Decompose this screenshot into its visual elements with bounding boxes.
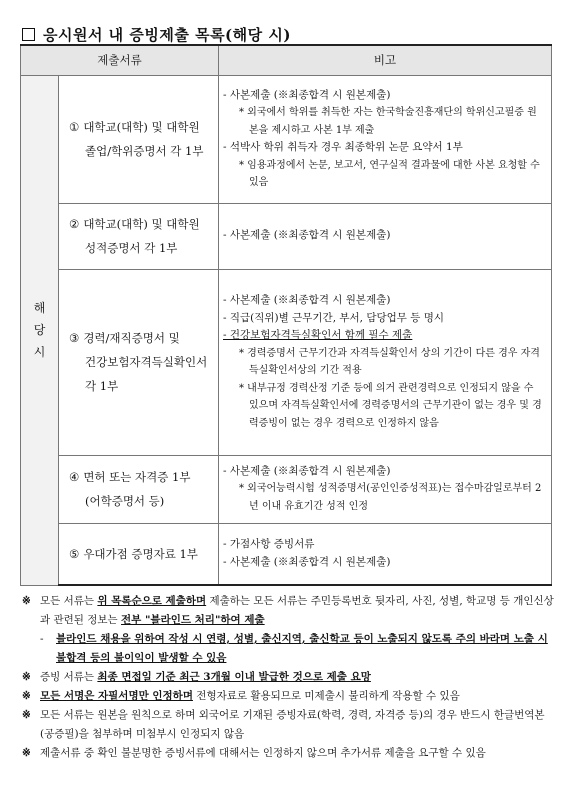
page-title — [22, 24, 291, 45]
table-row — [21, 455, 552, 523]
footer-note-2: ※ 증빙 서류는 최종 면접일 기준 최근 3개월 이내 발급한 것으로 제출 요망 — [22, 671, 371, 683]
note-line — [223, 380, 545, 433]
table-header-row — [21, 45, 552, 75]
doc-number: ① — [69, 120, 80, 134]
doc-text: 경력/재직증명서 및 — [83, 331, 180, 345]
note-text: * 외국어능력시험 성적증명서(공인인증성적표)는 접수마감일로부터 2년 이내 유효기간 성적 인정 — [239, 483, 542, 512]
note-cell — [219, 75, 552, 203]
note-line — [223, 463, 545, 481]
note-text: - 사본제출 (※최종합격 시 원본제출) — [223, 555, 391, 568]
table-row — [21, 75, 552, 203]
note-text: * 경력증명서 근무기간과 자격득실확인서 상의 기간이 다른 경우 자격득실확인서상의 기간 적용 — [239, 347, 540, 376]
note-text: - 사본제출 (※최종합격 시 원본제출) — [223, 294, 391, 306]
doc-text: 각 1부 — [85, 379, 119, 393]
footer-note-4: ※ 모든 서류는 원본을 원칙으로 하며 외국어로 기재된 증빙자료(학력, 경력, 자격증 등)의 경우 반드시 한글번역본(공증필)을 첨부하며 미첨부시 인정되지 않음 — [22, 709, 545, 740]
checkbox-square-icon — [22, 28, 35, 41]
footer-notes — [22, 592, 554, 763]
table-row — [21, 523, 552, 585]
doc-number: ⑤ — [69, 546, 80, 561]
note-text: - 가점사항 증빙서류 — [223, 538, 315, 551]
note-text: - 사본제출 (※최종합격 시 원본제출) — [223, 229, 391, 242]
document-list-table — [20, 44, 552, 586]
note-line — [223, 227, 545, 245]
note-line — [223, 104, 545, 139]
note-line — [223, 310, 545, 328]
doc-line — [69, 139, 218, 163]
doc-cell — [59, 75, 219, 203]
doc-text: 대학교(대학) 및 대학원 — [83, 217, 200, 231]
side-label — [21, 75, 59, 585]
note-line — [223, 157, 545, 192]
note-cell — [219, 523, 552, 585]
doc-cell — [59, 203, 219, 269]
doc-line — [69, 350, 218, 374]
doc-number: ④ — [69, 470, 80, 484]
note-line — [223, 345, 545, 380]
note-cell — [219, 203, 552, 269]
note-text: - 직급(직위)별 근무기간, 부서, 담당업무 등 명시 — [223, 311, 445, 324]
side-label-char: 당 — [33, 323, 46, 337]
doc-text: 대학교(대학) 및 대학원 — [83, 120, 200, 134]
doc-cell — [59, 523, 219, 585]
doc-text: 성적증명서 각 1부 — [85, 241, 178, 255]
note-line — [223, 536, 545, 554]
doc-line — [69, 326, 218, 350]
header-docs: 제출서류 — [21, 45, 219, 75]
note-line — [223, 139, 545, 157]
footer-note-3: ※ 모든 서명은 자필서명만 인정하며 전형자료로 활용되므로 미제출시 불리하게 작용할 수 있음 — [22, 690, 460, 702]
footer-note-1-sub: - 블라인드 채용을 위하여 작성 시 연령, 성별, 출신지역, 출신학교 등이 노출되지 않도록 주의 바라며 노출 시 불합격 등의 불이익이 발생할 수 있음 — [40, 633, 548, 664]
note-line — [223, 480, 545, 515]
doc-line — [69, 236, 218, 260]
doc-line — [69, 374, 218, 398]
doc-text: 건강보험자격득실확인서 — [85, 355, 208, 369]
note-text: * 외국에서 학위를 취득한 자는 한국학술진흥재단의 학위신고필증 원본을 제시하고 사본 1부 제출 — [239, 107, 537, 136]
note-cell — [219, 455, 552, 523]
side-label-char: 해 — [33, 301, 46, 315]
header-notes: 비고 — [219, 45, 552, 75]
doc-cell — [59, 455, 219, 523]
note-line — [223, 327, 545, 345]
note-text: - 사본제출 (※최종합격 시 원본제출) — [223, 88, 391, 101]
note-line — [223, 87, 545, 105]
doc-text: 면허 또는 자격증 1부 — [83, 470, 191, 484]
note-line — [223, 554, 545, 572]
footer-note-1: ※ 모든 서류는 위 목록순으로 제출하며 제출하는 모든 서류는 주민등록번호 뒷자리, 사진, 성별, 학교명 등 개인신상과 관련된 정보는 전부 "블라인드 처리"하여 제출 — [22, 595, 554, 626]
note-text: * 임용과정에서 논문, 보고서, 연구실적 결과물에 대한 사본 요청할 수 있음 — [239, 159, 540, 188]
doc-line — [69, 489, 218, 513]
note-line — [223, 292, 545, 310]
note-text: * 내부규정 경력산정 기준 등에 의거 관련경력으로 인정되지 않을 수 있으며 자격득실확인서에 경력증명서의 근무기관이 없는 경우 및 경력증빙이 없는 경우 경력으로 인정하지 않음 — [239, 382, 542, 429]
doc-line — [69, 115, 218, 139]
side-label-char: 시 — [33, 345, 46, 359]
note-cell — [219, 269, 552, 455]
doc-number: ③ — [69, 331, 80, 345]
doc-line — [69, 542, 218, 566]
table-row — [21, 203, 552, 269]
doc-text: (어학증명서 등) — [85, 494, 165, 508]
doc-cell — [59, 269, 219, 455]
doc-text: 우대가점 증명자료 1부 — [83, 546, 198, 561]
doc-line — [69, 212, 218, 236]
footer-note-5: ※ 제출서류 중 확인 불분명한 증빙서류에 대해서는 인정하지 않으며 추가서류 제출을 요구할 수 있음 — [22, 747, 486, 759]
doc-text: 졸업/학위증명서 각 1부 — [85, 144, 204, 158]
note-text: - 건강보험자격득실확인서 함께 필수 제출 — [223, 329, 413, 341]
note-text: - 사본제출 (※최종합격 시 원본제출) — [223, 464, 391, 477]
note-text: - 석박사 학위 취득자 경우 최종학위 논문 요약서 1부 — [223, 141, 463, 153]
page-title-text: 응시원서 내 증빙제출 목록(해당 시) — [43, 26, 291, 44]
table-row — [21, 269, 552, 455]
doc-line — [69, 465, 218, 489]
doc-number: ② — [69, 217, 80, 231]
